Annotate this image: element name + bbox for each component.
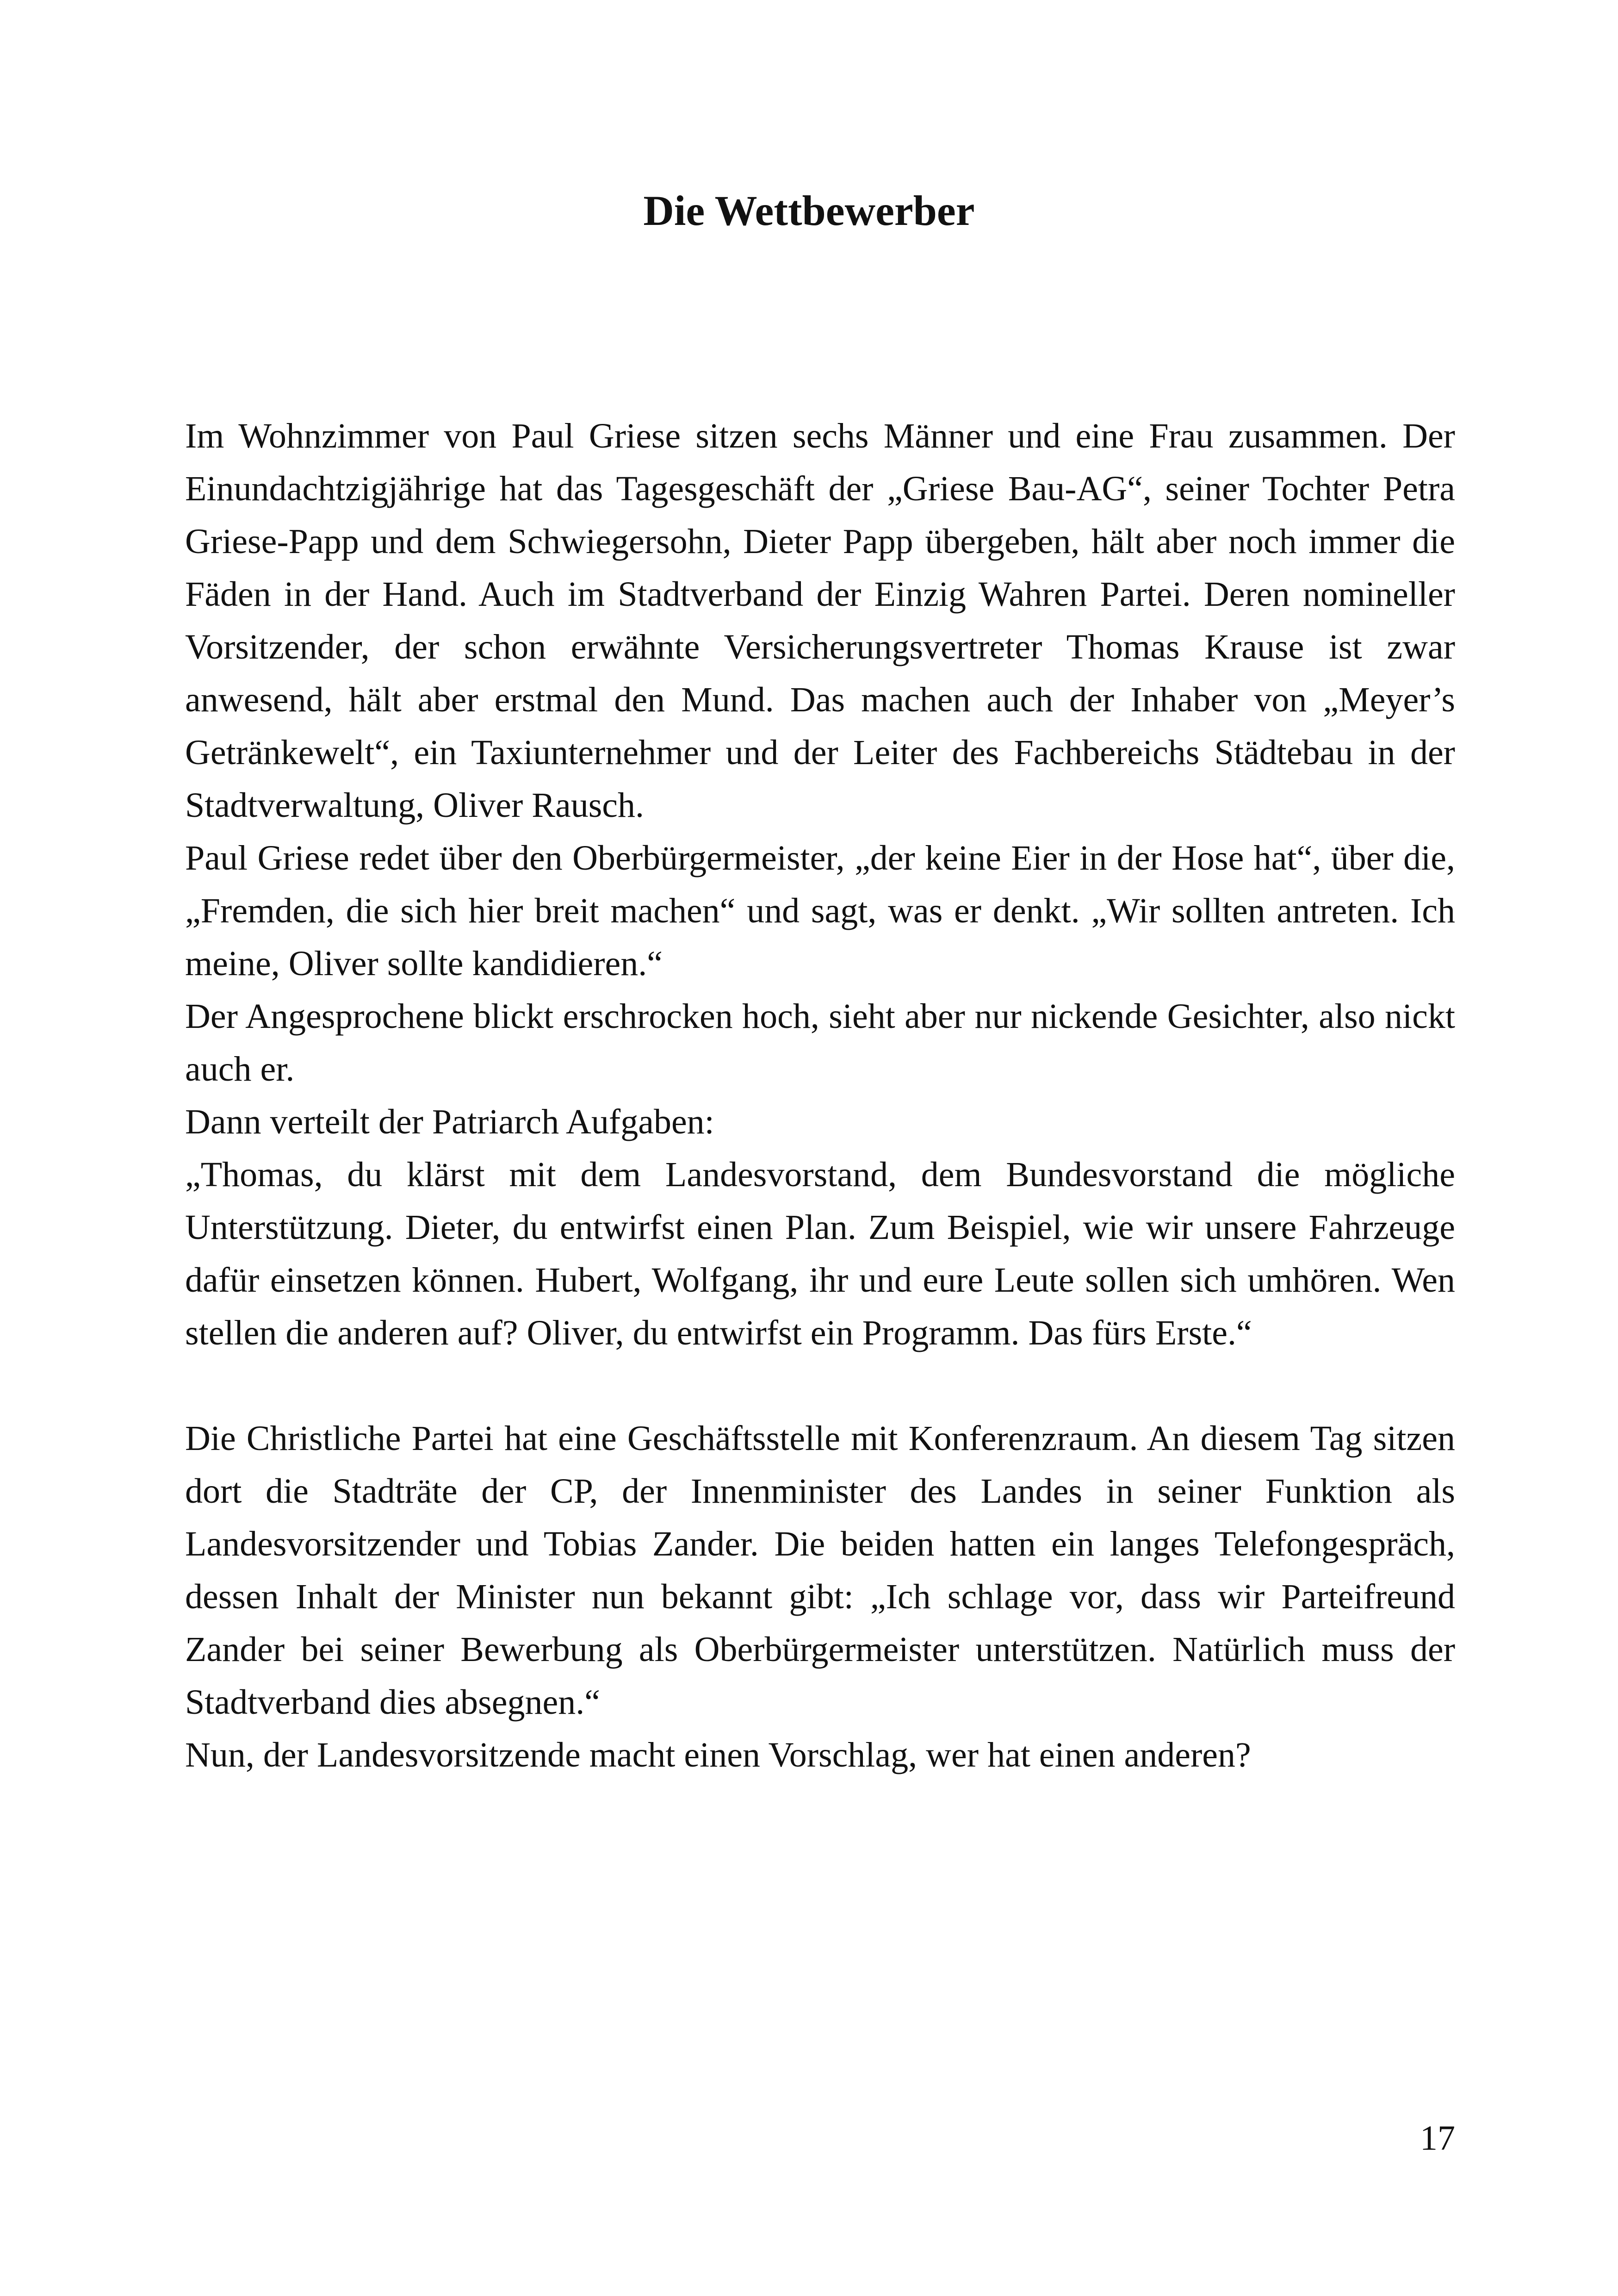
paragraph-living-room-meeting: Im Wohnzimmer von Paul Griese sitzen sechs Männer und eine Frau zusammen. Der Einundachtzigjährige hat das Tagesgeschäft der „Griese Bau-AG“, seiner Tochter Petra Griese-Papp und dem Schwiegersohn, Dieter Papp übergeben, hält aber noch immer die Fäden in der Hand. Auch im Stadtverband der Einzig Wahren Partei. Deren nomineller Vorsitzender, der schon erwähnte Versicherungsvertreter Thomas Krause ist zwar anwesend, hält aber erstmal den Mund. Das machen auch der Inhaber von „Meyer’s Getränkewelt“, ein Taxiunternehmer und der Leiter des Fachbereichs Städtebau in der Stadtverwaltung, Oliver Rausch. (185, 417, 1455, 825)
paragraph-tasks-intro: Dann verteilt der Patriarch Aufgaben: (185, 1102, 714, 1141)
paragraph-addressed-reaction: Der Angesprochene blickt erschrocken hoch, sieht aber nur nickende Gesichter, also nickt auch er. (185, 997, 1455, 1089)
paragraph-griese-speech: Paul Griese redet über den Oberbürgermeister, „der keine Eier in der Hose hat“, über die, „Fremden, die sich hier breit machen“ und sagt, was er denkt. „Wir sollten antreten. Ich meine, Oliver sollte kandidieren.“ (185, 839, 1455, 983)
body-text (185, 410, 1455, 1781)
page-number: 17 (1420, 2119, 1455, 2158)
paragraph-proposal-question: Nun, der Landesvorsitzende macht einen Vorschlag, wer hat einen anderen? (185, 1736, 1251, 1774)
chapter-title: Die Wettbewerber (643, 187, 975, 234)
paragraph-christian-party: Die Christliche Partei hat eine Geschäftsstelle mit Konferenzraum. An diesem Tag sitzen dort die Stadträte der CP, der Innenminister des Landes in seiner Funktion als Landesvorsitzender und Tobias Zander. Die beiden hatten ein langes Telefongespräch, dessen Inhalt der Minister nun bekannt gibt: „Ich schlage vor, dass wir Parteifreund Zander bei seiner Bewerbung als Oberbürgermeister unterstützen. Natürlich muss der Stadtverband dies absegnen.“ (185, 1419, 1455, 1722)
paragraph-task-assignments: „Thomas, du klärst mit dem Landesvorstand, dem Bundesvorstand die mögliche Unterstützung. Dieter, du entwirfst einen Plan. Zum Beispiel, wie wir unsere Fahrzeuge dafür einsetzen können. Hubert, Wolfgang, ihr und eure Leute sollen sich umhören. Wen stellen die anderen auf? Oliver, du entwirfst ein Programm. Das fürs Erste.“ (185, 1155, 1455, 1352)
